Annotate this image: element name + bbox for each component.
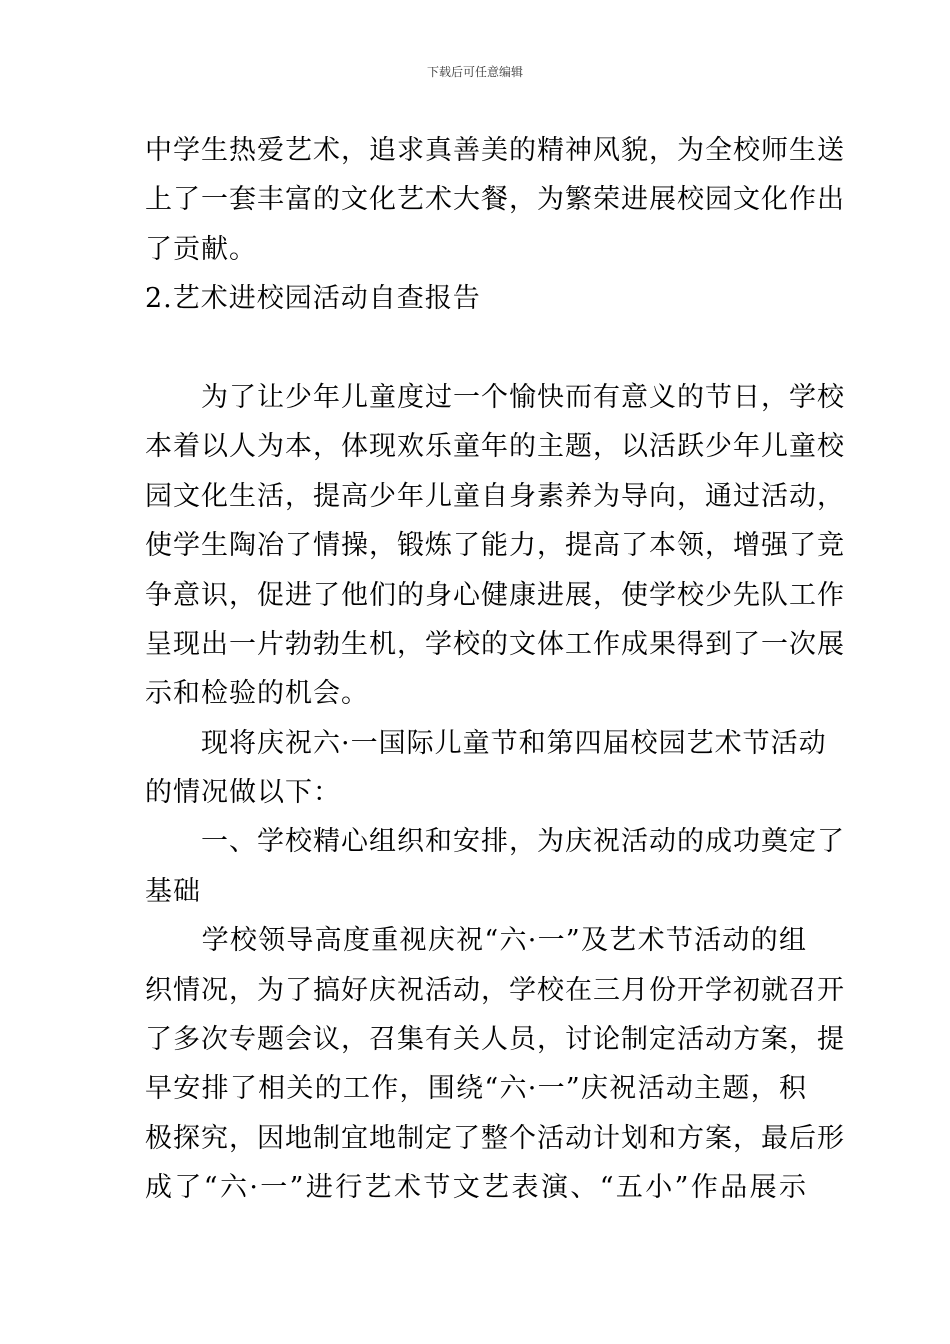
text-line: 为了让少年儿童度过一个愉快而有意义的节日，学校 [145,381,845,413]
text-line: 了贡献。 [145,233,257,265]
text-line: 现将庆祝六·一国际儿童节和第四届校园艺术节活动 [145,727,827,759]
text-line: 示和检验的机会。 [145,678,369,710]
page-header: 下载后可任意编辑 [426,65,523,79]
text-line: 中学生热爱艺术，追求真善美的精神风貌，为全校师生送 [145,135,845,166]
text-line: 织情况，为了搞好庆祝活动，学校在三月份开学初就召开 [145,974,845,1006]
text-line: 成了“六·一”进行艺术节文艺表演、“五小”作品展示 [145,1172,807,1204]
text-line: 的情况做以下： [145,777,341,809]
text-line: 了多次专题会议，召集有关人员，讨论制定活动方案，提 [145,1024,845,1056]
text-line: 呈现出一片勃勃生机，学校的文体工作成果得到了一次展 [145,628,845,660]
text-line: 争意识，促进了他们的身心健康进展，使学校少先队工作 [145,579,845,611]
text-line: 基础 [145,875,201,907]
text-line: 早安排了相关的工作，围绕“六·一”庆祝活动主题，积 [145,1073,807,1105]
text-line: 上了一套丰富的文化艺术大餐，为繁荣进展校园文化作出 [145,184,845,216]
document-body [145,126,845,1213]
text-line: 园文化生活，提高少年儿童自身素养为导向，通过活动， [145,480,845,512]
text-line: 极探究，因地制宜地制定了整个活动计划和方案，最后形 [145,1122,845,1154]
blank-line [145,324,807,373]
text-line: 学校领导高度重视庆祝“六·一”及艺术节活动的组 [145,925,807,957]
text-line: 本着以人为本，体现欢乐童年的主题，以活跃少年儿童校 [145,431,845,463]
text-line: 使学生陶冶了情操，锻炼了能力，提高了本领，增强了竞 [145,530,845,562]
section-heading: 2.艺术进校园活动自查报告 [145,283,481,315]
text-line: 一、学校精心组织和安排，为庆祝活动的成功奠定了 [145,826,845,858]
